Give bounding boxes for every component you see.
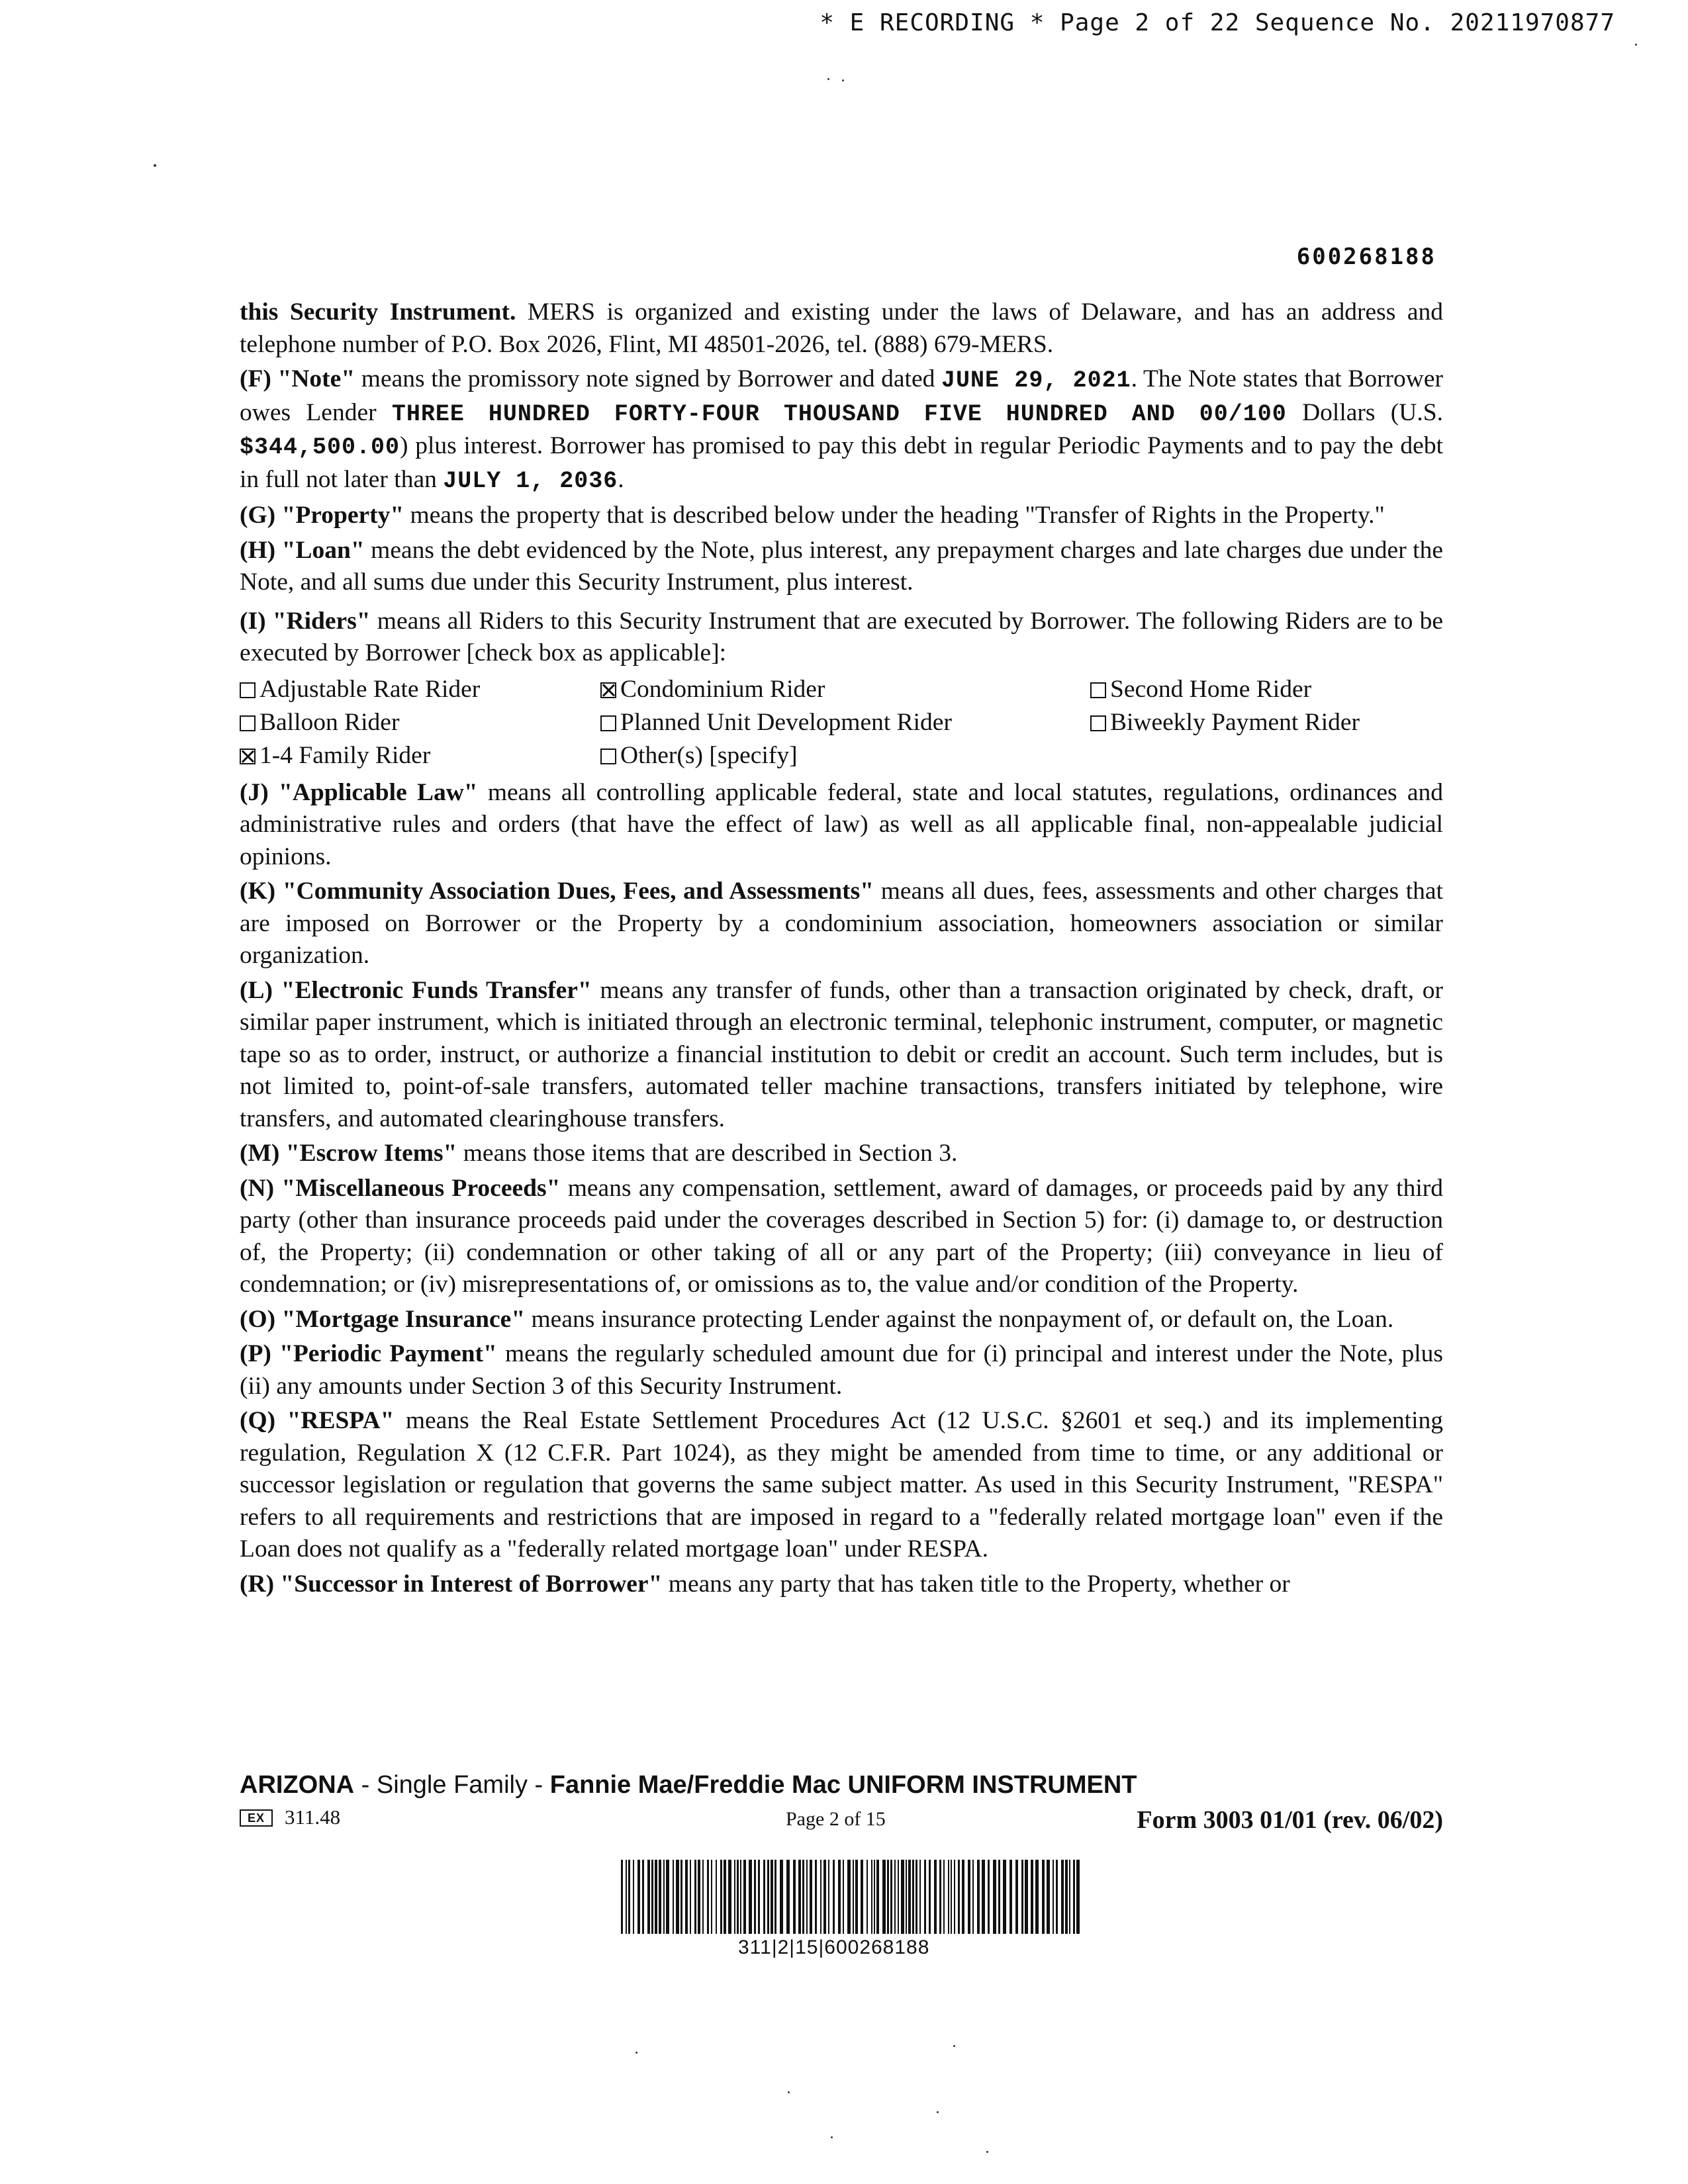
scan-speck [986, 2151, 988, 2153]
rider-label: Balloon Rider [259, 709, 400, 737]
definition-i [240, 606, 1443, 670]
rider-label: Biweekly Payment Rider [1110, 709, 1360, 737]
recording-header: * E RECORDING * Page 2 of 22 Sequence No. 20211970877 [820, 9, 1615, 36]
definition-l-text: means any transfer of funds, other than a transaction originated by check, draft, or similar paper instrument, which is initiated through an electronic terminal, telephonic instrument, computer, or magnetic tape so as to order, instruct, or authorize a financial institution to debit or credit an account. Such term includes, but is not limited to, point-of-sale transfers, automated teller machine transactions, transfers initiated by telephone, wire transfers, and automated clearinghouse transfers. [240, 976, 1443, 1132]
rider-label: Other(s) [specify] [620, 742, 798, 770]
scan-speck [635, 2052, 637, 2054]
maturity-date: JULY 1, 2036 [443, 467, 618, 494]
definition-f-text-1: means the promissory note signed by Borrower and dated [355, 365, 942, 392]
checkbox-icon[interactable] [240, 715, 256, 731]
definition-h-label: (H) "Loan" [240, 536, 365, 564]
definition-m [240, 1138, 1443, 1170]
rider-biweekly-payment[interactable] [1090, 707, 1443, 740]
rider-label: Adjustable Rate Rider [259, 676, 481, 704]
scan-speck [831, 2136, 833, 2138]
scan-speck [827, 78, 829, 80]
rider-second-home[interactable] [1090, 674, 1443, 707]
definition-i-text: means all Riders to this Security Instrument that are executed by Borrower. The following Riders are to be executed by Borrower [check box as applicable]: [240, 607, 1443, 666]
mers-continuation [240, 296, 1443, 361]
rider-others[interactable] [600, 740, 1090, 773]
checkbox-checked-icon[interactable] [240, 749, 256, 764]
checkbox-icon[interactable] [240, 682, 256, 698]
definition-g [240, 500, 1443, 532]
definition-j-label: (J) "Applicable Law" [240, 778, 478, 806]
loan-number: 600268188 [1296, 244, 1436, 270]
document-body [240, 296, 1443, 1603]
definition-p-text: means the regularly scheduled amount due for (i) principal and interest under the Note, plus (ii) any amounts under Section 3 of this Security Instrument. [240, 1340, 1444, 1400]
definition-h-text: means the debt evidenced by the Note, plus interest, any prepayment charges and late charges due under the Note, and all sums due under this Security Instrument, plus interest. [240, 536, 1443, 596]
definition-p [240, 1338, 1443, 1402]
rider-label: 1-4 Family Rider [259, 742, 431, 770]
definition-g-label: (G) "Property" [240, 502, 404, 529]
definition-r [240, 1569, 1443, 1601]
footer-title [240, 1771, 1137, 1799]
mers-continuation-text: MERS is organized and existing under the laws of Delaware, and has an address and telephone number of P.O. Box 2026, Flint, MI 48501-2026, tel. (888) 679-MERS. [240, 298, 1443, 358]
definition-n [240, 1173, 1443, 1301]
barcode-text: 311|2|15|600268188 [738, 1936, 930, 1958]
definition-j-text: means all controlling applicable federal, state and local statutes, regulations, ordinances and administrative rules and orders (that have the effect of law) as well as all applicable final, non-appealable judicial opinions. [240, 778, 1443, 870]
page-number: Page 2 of 15 [786, 1808, 886, 1830]
form-code: 311.48 [285, 1805, 341, 1829]
definition-m-text: means those items that are described in Section 3. [457, 1140, 958, 1167]
definition-k-text: means all dues, fees, assessments and other charges that are imposed on Borrower or the Property by a condominium association, homeowners association or similar organization. [240, 878, 1443, 969]
mers-continuation-bold: this Security Instrument. [240, 298, 516, 326]
definition-h [240, 535, 1443, 599]
definition-j [240, 777, 1443, 874]
checkbox-icon[interactable] [1090, 682, 1106, 698]
rider-balloon[interactable] [240, 707, 600, 740]
definition-q [240, 1405, 1443, 1566]
definition-q-label: (Q) "RESPA" [240, 1407, 395, 1434]
definition-i-label: (I) "Riders" [240, 607, 371, 635]
definition-o-text: means insurance protecting Lender against the nonpayment of, or default on, the Loan. [525, 1305, 1394, 1333]
checkbox-icon[interactable] [600, 715, 616, 731]
note-date: JUNE 29, 2021 [941, 367, 1131, 394]
definition-q-text: means the Real Estate Settlement Procedures Act (12 U.S.C. §2601 et seq.) and its implementing regulation, Regulation X (12 C.F.R. Part 1024), as they might be amended from time to time, or any additional or successor legislation or regulation that governs the same subject matter. As used in this Security Instrument, "RESPA" refers to all requirements and restrictions that are imposed in regard to a "federally related mortgage loan" even if the Loan does not qualify as a "federally related mortgage loan" under RESPA. [240, 1407, 1443, 1563]
ex-logo-icon: EX [240, 1809, 273, 1827]
checkbox-icon[interactable] [1090, 715, 1106, 731]
checkbox-checked-icon[interactable] [600, 682, 616, 698]
barcode-icon [621, 1860, 1080, 1934]
definition-l [240, 975, 1443, 1136]
footer-state: ARIZONA [240, 1771, 355, 1799]
definition-p-label: (P) "Periodic Payment" [240, 1340, 497, 1367]
definition-o-label: (O) "Mortgage Insurance" [240, 1305, 526, 1333]
checkbox-icon[interactable] [600, 749, 616, 764]
rider-label: Planned Unit Development Rider [620, 709, 952, 737]
definition-g-text: means the property that is described below under the heading "Transfer of Rights in the Property." [404, 502, 1385, 529]
rider-label: Condominium Rider [620, 676, 825, 704]
riders-checklist [240, 674, 1443, 773]
definition-f-text-3: Dollars (U.S. [1286, 398, 1443, 426]
definition-f-text-5: . [618, 465, 624, 493]
definition-f-text-4: ) plus interest. Borrower has promised to pay this debt in regular Periodic Payments and to pay the debt in full not later than [240, 432, 1443, 493]
rider-label: Second Home Rider [1110, 676, 1312, 704]
definition-r-text: means any party that has taken title to the Property, whether or [662, 1570, 1290, 1598]
definition-n-text: means any compensation, settlement, award of damages, or proceeds paid by any third party (other than insurance proceeds paid under the coverages described in Section 5) for: (i) damage to, or destruction of, the Property; (ii) condemnation or other taking of all or any part of the Property; (iii) conveyance in lieu of condemnation; or (iv) misrepresentations of, or omissions as to, the value and/or condition of the Property. [240, 1174, 1443, 1298]
scan-speck [953, 2045, 955, 2047]
rider-planned-unit-development[interactable] [600, 707, 1090, 740]
footer-uniform: Fannie Mae/Freddie Mac UNIFORM INSTRUMENT [549, 1771, 1137, 1799]
definition-f-label: (F) "Note" [240, 365, 355, 392]
rider-1-4-family[interactable] [240, 740, 600, 773]
scan-speck [788, 2091, 790, 2093]
loan-amount: $344,500.00 [240, 434, 400, 461]
definition-o [240, 1304, 1443, 1336]
scan-speck [842, 79, 844, 81]
footer-separator: - Single Family - [354, 1771, 550, 1799]
definition-r-label: (R) "Successor in Interest of Borrower" [240, 1570, 663, 1598]
definition-f-text-2: . The Note states that Borrower owes Lender [240, 365, 1444, 426]
loan-amount-words: THREE HUNDRED FORTY-FOUR THOUSAND FIVE HUNDRED AND 00/100 [391, 400, 1287, 428]
definition-m-label: (M) "Escrow Items" [240, 1140, 457, 1167]
rider-condominium[interactable] [600, 674, 1090, 707]
scan-speck [154, 164, 156, 167]
scan-speck [937, 2111, 939, 2113]
definition-n-label: (N) "Miscellaneous Proceeds" [240, 1174, 561, 1202]
rider-adjustable-rate[interactable] [240, 674, 600, 707]
definition-k [240, 876, 1443, 972]
scan-speck [1635, 44, 1637, 46]
definition-f [240, 363, 1443, 497]
form-number: Form 3003 01/01 (rev. 06/02) [1137, 1806, 1443, 1834]
footer-line [240, 1805, 1443, 1837]
definition-l-label: (L) "Electronic Funds Transfer" [240, 976, 592, 1004]
definition-k-label: (K) "Community Association Dues, Fees, and Assessments" [240, 878, 874, 905]
